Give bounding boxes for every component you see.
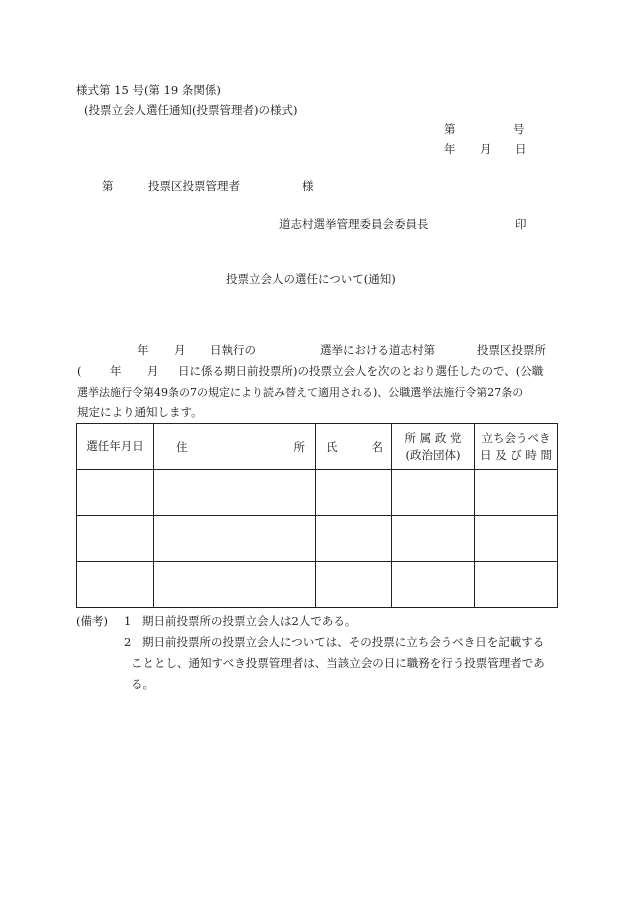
body-line4: 規定により通知します。 (77, 405, 203, 419)
seal-mark: 印 (515, 217, 527, 231)
header-name (316, 424, 392, 470)
date-year-label: 年 (444, 142, 456, 156)
header-appoint-date: 選任年月日 (77, 424, 154, 470)
body-station: 投票区投票所 (477, 343, 546, 357)
header-address-right: 所 (293, 439, 305, 454)
header-party (392, 424, 475, 470)
table-row (77, 562, 558, 608)
cell-address (154, 470, 316, 516)
form-number: 様式第 15 号(第 19 条関係) (76, 83, 221, 97)
body-election: 選挙における道志村第 (320, 343, 435, 357)
cell-date (77, 562, 154, 608)
form-title: (投票立会人選任通知(投票管理者)の様式) (84, 103, 298, 117)
cell-attend (475, 470, 558, 516)
body-line2-year: 年 (110, 364, 122, 378)
note-text: こととし、通知すべき投票管理者は、当該立会の日に職務を行う投票管理者であ (131, 656, 545, 670)
cell-date (77, 516, 154, 562)
header-name-right: 名 (371, 439, 383, 454)
doc-no-prefix: 第 (444, 122, 456, 136)
header-party-line1: 所 属 政 党 (404, 430, 462, 445)
note-number: 2 (124, 635, 132, 649)
header-name-left: 氏 (326, 439, 338, 454)
cell-attend (475, 562, 558, 608)
cell-name (316, 470, 392, 516)
addressee-prefix: 第 (102, 179, 114, 193)
body-day-exec: 日執行の (210, 343, 256, 357)
cell-party (392, 562, 475, 608)
sender-name: 道志村選挙管理委員会委員長 (279, 217, 429, 231)
table-row (77, 516, 558, 562)
table-header-row (77, 424, 558, 470)
table-row (77, 470, 558, 516)
notes-label: (備考) (76, 614, 108, 628)
header-address (154, 424, 316, 470)
cell-address (154, 516, 316, 562)
note-number: 1 (124, 614, 132, 628)
cell-name (316, 562, 392, 608)
body-line2-month: 月 (147, 364, 159, 378)
body-month: 月 (174, 343, 186, 357)
cell-attend (475, 516, 558, 562)
note-text: 期日前投票所の投票立会人については、その投票に立ち会うべき日を記載する (142, 635, 545, 649)
cell-name (316, 516, 392, 562)
doc-no-suffix: 号 (513, 122, 525, 136)
appointment-table (76, 423, 558, 608)
cell-party (392, 516, 475, 562)
header-attend-line1: 立ち会うべき (481, 430, 551, 445)
note-text: 期日前投票所の投票立会人は2人である。 (142, 614, 357, 628)
body-year: 年 (137, 343, 149, 357)
note-text: る。 (131, 677, 154, 691)
header-attend-line2: 日 及 び 時 間 (479, 447, 553, 462)
body-open-paren: ( (77, 364, 82, 378)
date-month-label: 月 (480, 142, 492, 156)
body-line3: 選挙法施行令第49条の7の規定により読み替えて適用される)、公職選挙法施行令第27条の (77, 386, 524, 399)
header-attend (475, 424, 558, 470)
header-address-left: 住 (176, 439, 188, 454)
cell-address (154, 562, 316, 608)
header-party-line2: (政治団体) (405, 447, 461, 462)
body-line2-rest: 日に係る期日前投票所)の投票立会人を次のとおり選任したので、(公職 (178, 364, 544, 378)
date-day-label: 日 (515, 142, 527, 156)
cell-date (77, 470, 154, 516)
cell-party (392, 470, 475, 516)
addressee-honorific: 様 (302, 179, 314, 193)
subject-title: 投票立会人の選任について(通知) (226, 272, 396, 286)
addressee-title: 投票区投票管理者 (148, 179, 240, 193)
